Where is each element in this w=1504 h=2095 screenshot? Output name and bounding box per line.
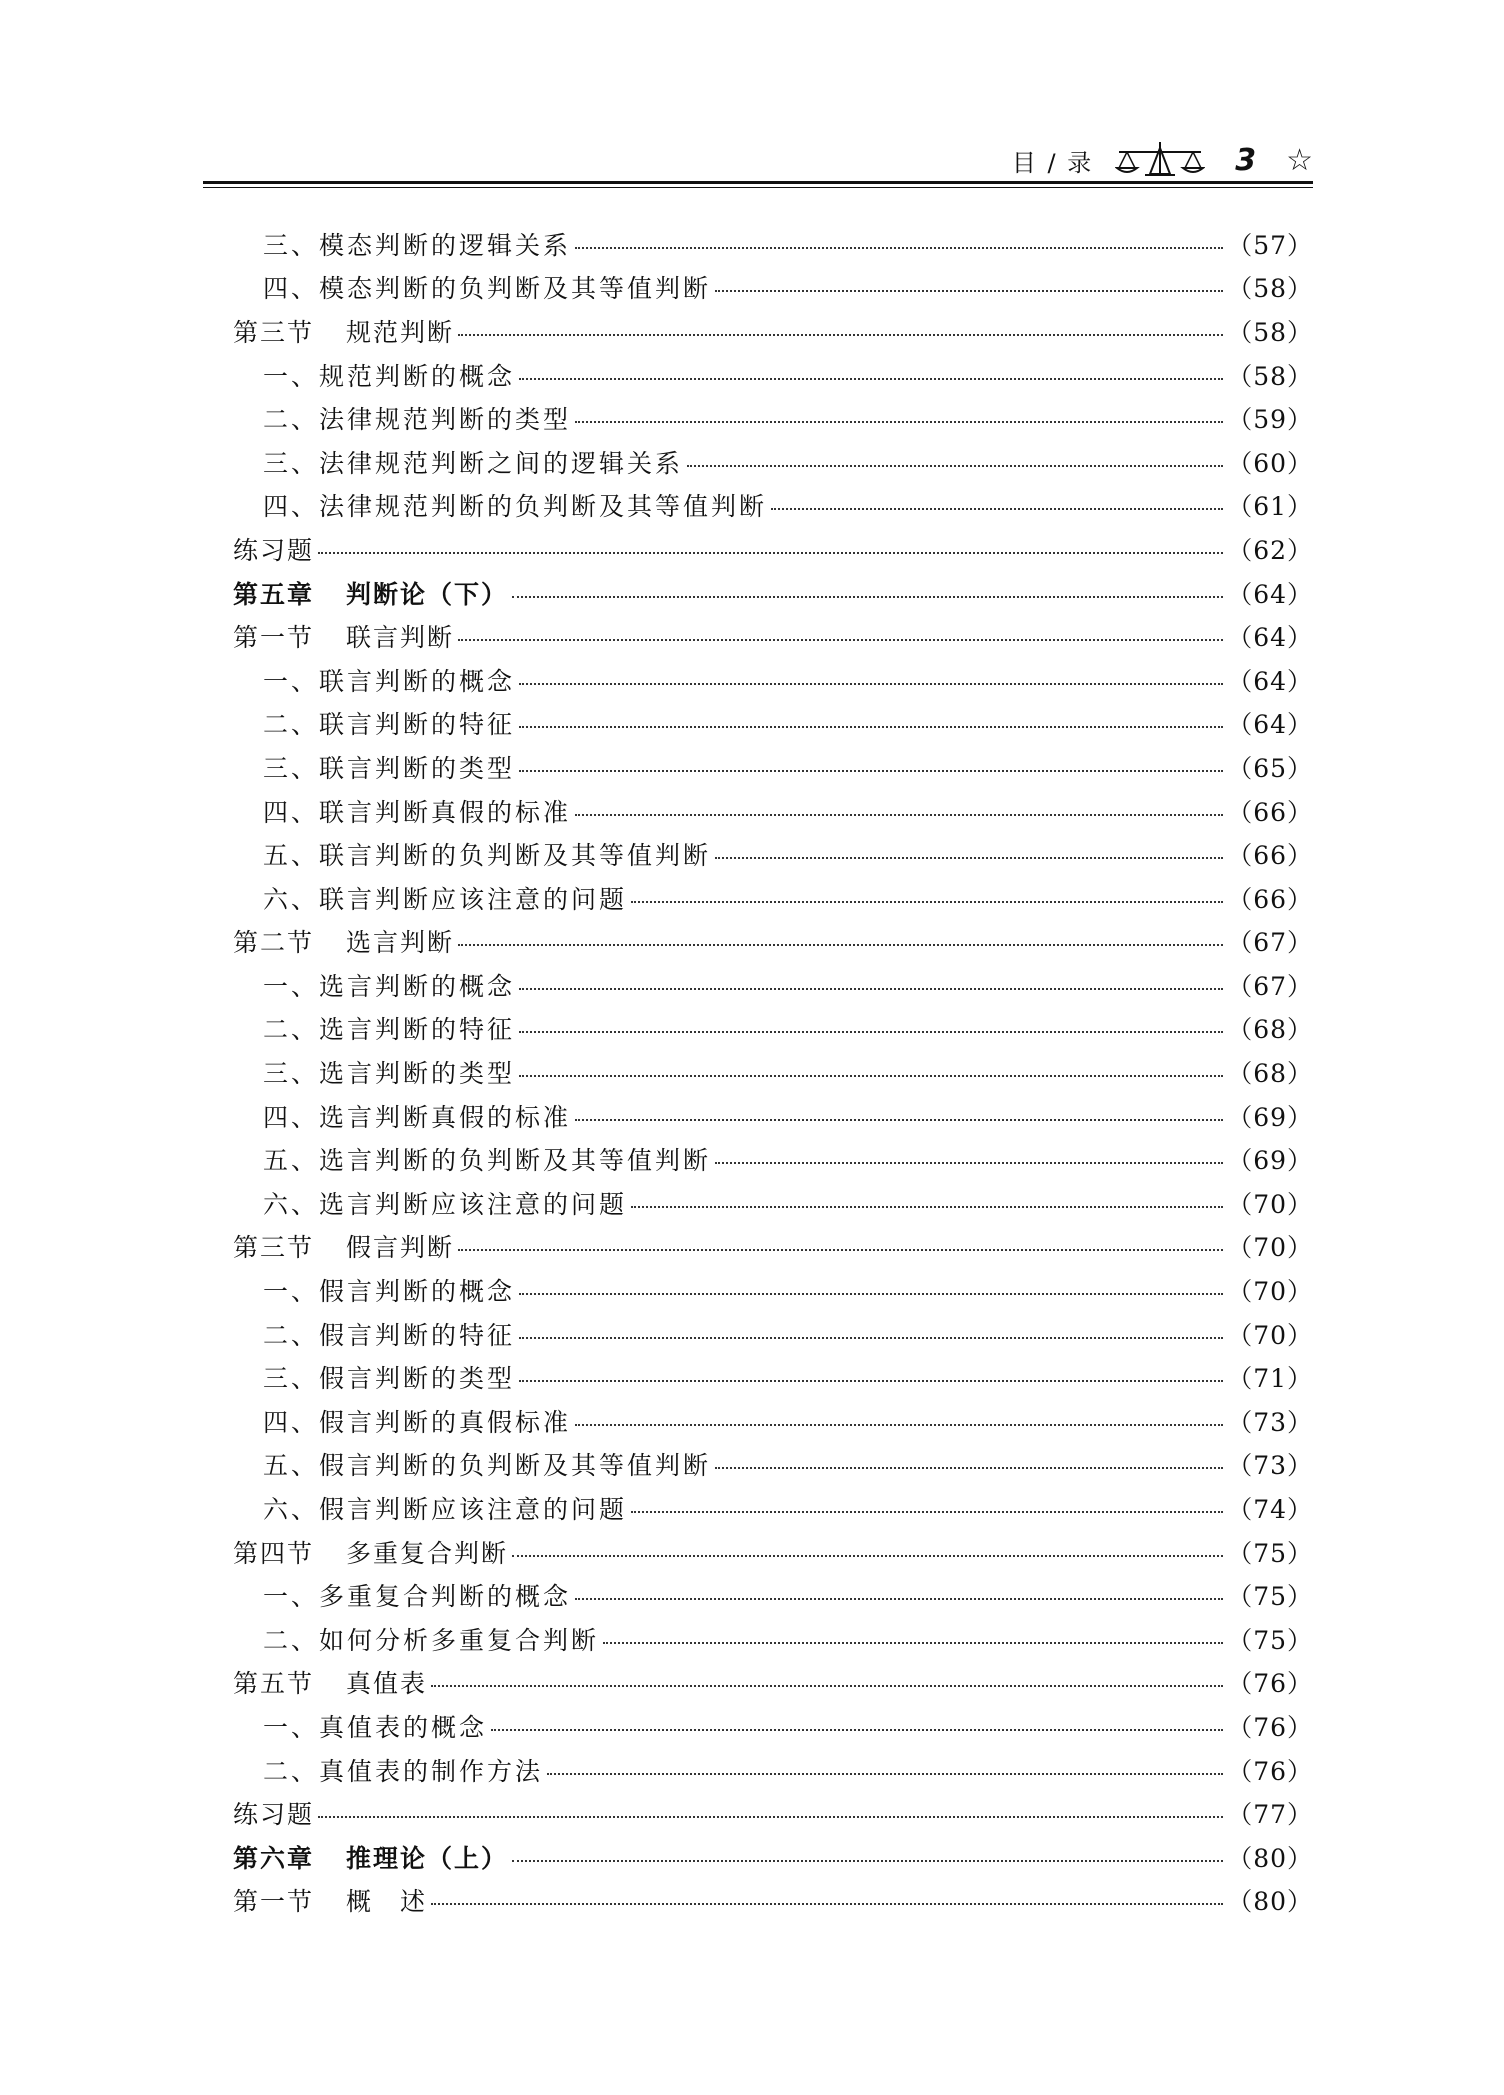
section-label: 第三节 bbox=[233, 1233, 315, 1263]
dot-leader bbox=[575, 1598, 1223, 1600]
toc-entry-text: 练习题 bbox=[233, 535, 315, 565]
toc-page-number: （67） bbox=[1227, 928, 1313, 958]
toc-entry-text bbox=[233, 923, 454, 959]
toc-page-number: （65） bbox=[1227, 753, 1313, 783]
dot-leader bbox=[458, 334, 1223, 336]
toc-page-number: （75） bbox=[1227, 1538, 1313, 1568]
toc-page-number: （70） bbox=[1227, 1320, 1313, 1350]
toc-entry-text: 五、联言判断的负判断及其等值判断 bbox=[263, 841, 712, 871]
dot-leader bbox=[519, 988, 1223, 990]
toc-page-number: （60） bbox=[1227, 448, 1313, 478]
toc-page-number: （68） bbox=[1227, 1059, 1313, 1089]
toc-page-number: （80） bbox=[1227, 1887, 1313, 1917]
toc-page-number: （80） bbox=[1227, 1843, 1313, 1873]
toc-entry-section[interactable] bbox=[233, 1661, 1313, 1705]
toc-page-number: （69） bbox=[1227, 1102, 1313, 1132]
toc-entry-item[interactable] bbox=[233, 1355, 1313, 1399]
toc-page-number: （76） bbox=[1227, 1756, 1313, 1786]
toc-entry-item[interactable] bbox=[233, 1312, 1313, 1356]
dot-leader bbox=[458, 1249, 1223, 1251]
dot-leader bbox=[519, 1337, 1223, 1339]
section-title: 选言判断 bbox=[346, 928, 455, 958]
toc-page-number: （62） bbox=[1227, 535, 1313, 565]
toc-entry-text: 一、规范判断的概念 bbox=[263, 361, 516, 391]
toc-entry-text: 四、假言判断的真假标准 bbox=[263, 1407, 572, 1437]
toc-page-number: （77） bbox=[1227, 1800, 1313, 1830]
toc-page-number: （67） bbox=[1227, 971, 1313, 1001]
chapter-title: 推理论（上） bbox=[346, 1843, 509, 1873]
toc-entry-item[interactable] bbox=[233, 876, 1313, 920]
header-rule-thick bbox=[203, 181, 1313, 184]
toc-entry-text bbox=[233, 1664, 427, 1700]
toc-entry-item[interactable] bbox=[233, 1007, 1313, 1051]
dot-leader bbox=[458, 944, 1223, 946]
dot-leader bbox=[771, 508, 1223, 510]
toc-page-number: （76） bbox=[1227, 1669, 1313, 1699]
dot-leader bbox=[519, 1380, 1223, 1382]
toc-entry-text: 一、选言判断的概念 bbox=[263, 971, 516, 1001]
toc-page-number: （70） bbox=[1227, 1277, 1313, 1307]
dot-leader bbox=[575, 1424, 1223, 1426]
toc-entry-text bbox=[233, 313, 454, 349]
dot-leader bbox=[519, 1293, 1223, 1295]
toc-entry-item[interactable] bbox=[233, 1050, 1313, 1094]
toc-entry-item[interactable] bbox=[233, 440, 1313, 484]
section-title: 真值表 bbox=[346, 1669, 428, 1699]
section-label: 第一节 bbox=[233, 623, 315, 653]
dot-leader bbox=[512, 1860, 1223, 1862]
dot-leader bbox=[603, 1642, 1223, 1644]
toc-entry-exercise[interactable] bbox=[233, 527, 1313, 571]
toc-entry-text bbox=[233, 618, 454, 654]
toc-entry-text: 六、联言判断应该注意的问题 bbox=[263, 884, 628, 914]
dot-leader bbox=[715, 1467, 1223, 1469]
running-header bbox=[203, 136, 1313, 184]
section-title: 联言判断 bbox=[346, 623, 455, 653]
toc-entry-item[interactable] bbox=[233, 222, 1313, 266]
section-title: 概 述 bbox=[346, 1887, 428, 1917]
scales-logo-icon bbox=[1115, 138, 1205, 178]
section-title: 多重复合判断 bbox=[346, 1538, 509, 1568]
toc-entry-item[interactable] bbox=[233, 1748, 1313, 1792]
toc-entry-text: 三、联言判断的类型 bbox=[263, 753, 516, 783]
dot-leader bbox=[318, 1816, 1223, 1818]
toc-entry-text: 四、法律规范判断的负判断及其等值判断 bbox=[263, 492, 768, 522]
dot-leader bbox=[519, 770, 1223, 772]
dot-leader bbox=[458, 639, 1223, 641]
toc-entry-item[interactable] bbox=[233, 1443, 1313, 1487]
dot-leader bbox=[547, 1773, 1223, 1775]
toc-entry-text bbox=[233, 575, 508, 611]
dot-leader bbox=[575, 247, 1223, 249]
toc-entry-item[interactable] bbox=[233, 789, 1313, 833]
toc-entry-item[interactable] bbox=[233, 745, 1313, 789]
section-title: 规范判断 bbox=[346, 317, 455, 347]
dot-leader bbox=[575, 421, 1223, 423]
toc-entry-item[interactable] bbox=[233, 1268, 1313, 1312]
toc-page-number: （64） bbox=[1227, 579, 1313, 609]
toc-entry-item[interactable] bbox=[233, 1573, 1313, 1617]
section-label: 第三节 bbox=[233, 317, 315, 347]
page-number: 3 bbox=[1235, 143, 1257, 178]
toc-page-number: （61） bbox=[1227, 492, 1313, 522]
dot-leader bbox=[575, 1119, 1223, 1121]
toc-entry-text bbox=[233, 1228, 454, 1264]
toc-entry-text: 六、选言判断应该注意的问题 bbox=[263, 1189, 628, 1219]
toc-entry-text: 一、真值表的概念 bbox=[263, 1712, 488, 1742]
toc-page-number: （58） bbox=[1227, 361, 1313, 391]
toc-page-number: （68） bbox=[1227, 1015, 1313, 1045]
toc-entry-text: 三、选言判断的类型 bbox=[263, 1059, 516, 1089]
star-icon: ☆ bbox=[1286, 143, 1313, 178]
toc-entry-item[interactable] bbox=[233, 1486, 1313, 1530]
section-label: 第二节 bbox=[233, 928, 315, 958]
toc-page-number: （64） bbox=[1227, 666, 1313, 696]
toc-entry-text: 三、模态判断的逻辑关系 bbox=[263, 230, 572, 260]
toc-page-number: （73） bbox=[1227, 1451, 1313, 1481]
toc-entry-text: 四、选言判断真假的标准 bbox=[263, 1102, 572, 1132]
toc-entry-item[interactable] bbox=[233, 963, 1313, 1007]
toc-entry-item[interactable] bbox=[233, 353, 1313, 397]
toc-entry-chapter[interactable] bbox=[233, 571, 1313, 615]
dot-leader bbox=[519, 1075, 1223, 1077]
toc-page-number: （66） bbox=[1227, 797, 1313, 827]
toc-page-number: （75） bbox=[1227, 1625, 1313, 1655]
table-of-contents bbox=[233, 222, 1313, 1922]
dot-leader bbox=[631, 1511, 1223, 1513]
toc-entry-text: 五、假言判断的负判断及其等值判断 bbox=[263, 1451, 712, 1481]
toc-page-number: （66） bbox=[1227, 884, 1313, 914]
section-label: 第一节 bbox=[233, 1887, 315, 1917]
dot-leader bbox=[519, 726, 1223, 728]
dot-leader bbox=[519, 378, 1223, 380]
toc-page-number: （71） bbox=[1227, 1364, 1313, 1394]
dot-leader bbox=[491, 1729, 1223, 1731]
toc-entry-item[interactable] bbox=[233, 1137, 1313, 1181]
toc-page-number: （64） bbox=[1227, 710, 1313, 740]
toc-entry-text: 六、假言判断应该注意的问题 bbox=[263, 1495, 628, 1525]
toc-entry-text: 三、假言判断的类型 bbox=[263, 1364, 516, 1394]
toc-page-number: （74） bbox=[1227, 1495, 1313, 1525]
toc-entry-item[interactable] bbox=[233, 1181, 1313, 1225]
toc-entry-section[interactable] bbox=[233, 1879, 1313, 1923]
toc-entry-item[interactable] bbox=[233, 832, 1313, 876]
toc-entry-section[interactable] bbox=[233, 614, 1313, 658]
toc-page-number: （57） bbox=[1227, 230, 1313, 260]
dot-leader bbox=[431, 1685, 1223, 1687]
dot-leader bbox=[715, 1162, 1223, 1164]
dot-leader bbox=[512, 596, 1223, 598]
toc-page-number: （64） bbox=[1227, 623, 1313, 653]
toc-entry-text: 二、真值表的制作方法 bbox=[263, 1756, 544, 1786]
toc-entry-text bbox=[233, 1839, 508, 1875]
toc-entry-item[interactable] bbox=[233, 1094, 1313, 1138]
toc-entry-item[interactable] bbox=[233, 702, 1313, 746]
dot-leader bbox=[575, 814, 1223, 816]
chapter-title: 判断论（下） bbox=[346, 579, 509, 609]
toc-entry-section[interactable] bbox=[233, 1225, 1313, 1269]
toc-page-number: （76） bbox=[1227, 1712, 1313, 1742]
toc-entry-section[interactable] bbox=[233, 1530, 1313, 1574]
toc-page-number: （58） bbox=[1227, 274, 1313, 304]
dot-leader bbox=[715, 857, 1223, 859]
dot-leader bbox=[715, 290, 1223, 292]
toc-entry-text: 一、联言判断的概念 bbox=[263, 666, 516, 696]
toc-entry-text: 二、如何分析多重复合判断 bbox=[263, 1625, 600, 1655]
toc-entry-text: 练习题 bbox=[233, 1800, 315, 1830]
dot-leader bbox=[631, 1206, 1223, 1208]
dot-leader bbox=[512, 1555, 1223, 1557]
toc-page-number: （75） bbox=[1227, 1582, 1313, 1612]
toc-entry-item[interactable] bbox=[233, 1399, 1313, 1443]
toc-entry-item[interactable] bbox=[233, 396, 1313, 440]
toc-entry-text: 一、假言判断的概念 bbox=[263, 1277, 516, 1307]
chapter-label: 第六章 bbox=[233, 1843, 315, 1873]
toc-page-number: （58） bbox=[1227, 317, 1313, 347]
toc-entry-section[interactable] bbox=[233, 920, 1313, 964]
toc-page-number: （59） bbox=[1227, 405, 1313, 435]
toc-entry-text: 四、模态判断的负判断及其等值判断 bbox=[263, 274, 712, 304]
toc-entry-item[interactable] bbox=[233, 1617, 1313, 1661]
toc-entry-section[interactable] bbox=[233, 309, 1313, 353]
dot-leader bbox=[519, 683, 1223, 685]
dot-leader bbox=[631, 901, 1223, 903]
toc-entry-text bbox=[233, 1882, 427, 1918]
toc-entry-text: 一、多重复合判断的概念 bbox=[263, 1582, 572, 1612]
toc-entry-text: 二、法律规范判断的类型 bbox=[263, 405, 572, 435]
dot-leader bbox=[687, 465, 1223, 467]
section-label: 第四节 bbox=[233, 1538, 315, 1568]
toc-entry-text: 三、法律规范判断之间的逻辑关系 bbox=[263, 448, 684, 478]
toc-page-number: （69） bbox=[1227, 1146, 1313, 1176]
toc-entry-item[interactable] bbox=[233, 266, 1313, 310]
toc-entry-text: 四、联言判断真假的标准 bbox=[263, 797, 572, 827]
toc-entry-text: 二、假言判断的特征 bbox=[263, 1320, 516, 1350]
toc-entry-text: 二、选言判断的特征 bbox=[263, 1015, 516, 1045]
toc-page-number: （66） bbox=[1227, 841, 1313, 871]
section-title: 假言判断 bbox=[346, 1233, 455, 1263]
section-label: 第五节 bbox=[233, 1669, 315, 1699]
toc-entry-item[interactable] bbox=[233, 658, 1313, 702]
toc-page-number: （70） bbox=[1227, 1233, 1313, 1263]
toc-entry-chapter[interactable] bbox=[233, 1835, 1313, 1879]
toc-entry-text: 五、选言判断的负判断及其等值判断 bbox=[263, 1146, 712, 1176]
toc-entry-item[interactable] bbox=[233, 484, 1313, 528]
toc-entry-exercise[interactable] bbox=[233, 1791, 1313, 1835]
header-rule-thin bbox=[203, 187, 1313, 188]
toc-page-number: （70） bbox=[1227, 1189, 1313, 1219]
running-header-title: 目 / 录 bbox=[1011, 149, 1094, 177]
dot-leader bbox=[431, 1903, 1223, 1905]
toc-entry-text: 二、联言判断的特征 bbox=[263, 710, 516, 740]
dot-leader bbox=[318, 552, 1223, 554]
toc-entry-item[interactable] bbox=[233, 1704, 1313, 1748]
dot-leader bbox=[519, 1031, 1223, 1033]
toc-page-number: （73） bbox=[1227, 1407, 1313, 1437]
chapter-label: 第五章 bbox=[233, 579, 315, 609]
toc-entry-text bbox=[233, 1534, 508, 1570]
